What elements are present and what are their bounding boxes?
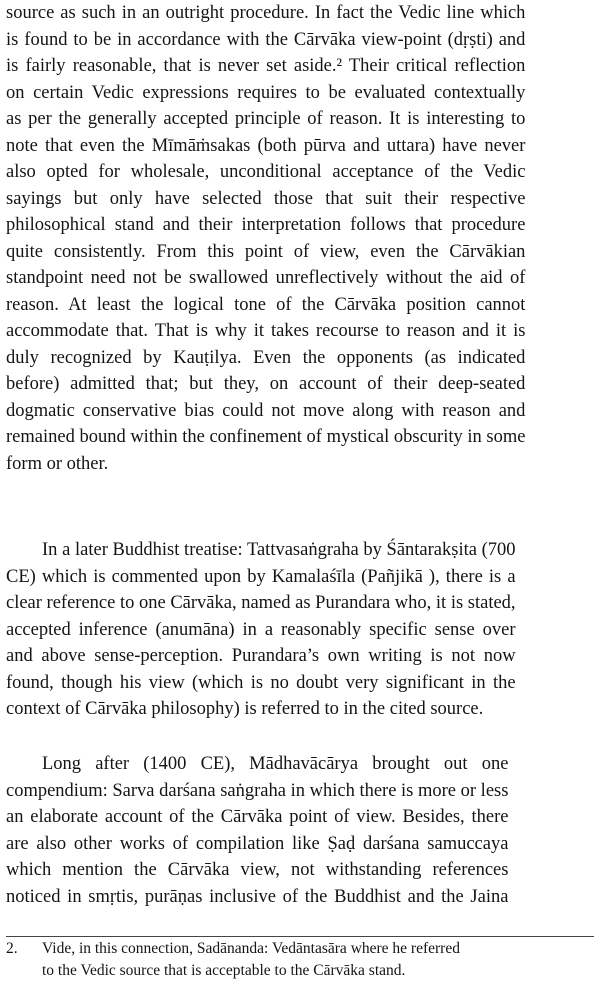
- footnote-line: to the Vedic source that is acceptable to the Cārvāka stand.: [42, 962, 406, 979]
- text-line: is found to be in accordance with the Cārvāka view-point (dṛṣti) and: [6, 29, 526, 50]
- text-line: accommodate that. That is why it takes recourse to reason and it is: [6, 321, 526, 341]
- text-line: note that even the Mīmāṁsakas (both pūrva and uttara) have never: [6, 135, 526, 156]
- text-line: remained bound within the confinement of mystical obscurity in some: [6, 427, 526, 447]
- text-line: context of Cārvāka philosophy) is referred to in the cited source.: [6, 699, 484, 719]
- text-line: found, though his view (which is no doubt very significant in the: [6, 672, 516, 693]
- text-line: quite consistently. From this point of view, even the Cārvākian: [6, 241, 526, 262]
- footnote-text: Vide, in this connection, Sadānanda: Vedāntasāra where he referred: [42, 940, 460, 957]
- footnote-divider: [6, 936, 594, 937]
- text-line: philosophical stand and their interpretation follows that procedure: [6, 215, 526, 235]
- paragraph-3: [6, 751, 508, 910]
- text-line: duly recognized by Kauṭilya. Even the opponents (as indicated: [6, 347, 526, 368]
- text-line: is fairly reasonable, that is never set aside.² Their critical reflection: [6, 56, 526, 76]
- text-line: sayings but only have selected those that suit their respective: [6, 188, 526, 209]
- text-line: Long after (1400 CE), Mādhavācārya brought out one: [42, 754, 509, 774]
- text-line: also opted for wholesale, unconditional acceptance of the Vedic: [6, 162, 526, 182]
- paragraph-1: [6, 0, 525, 477]
- paragraph-2: [6, 537, 516, 723]
- text-line: an elaborate account of the Cārvāka point of view. Besides, there: [6, 807, 509, 827]
- text-line: compendium: Sarva darśana saṅgraha in which there is more or less: [6, 780, 509, 801]
- footnote-line: [6, 938, 594, 960]
- text-line: on certain Vedic expressions requires to be evaluated contextually: [6, 82, 526, 103]
- text-line: accepted inference (anumāna) in a reasonably specific sense over: [6, 619, 516, 640]
- footnote: [6, 938, 594, 982]
- text-line: as per the generally accepted principle of reason. It is interesting to: [6, 109, 526, 129]
- text-line: source as such in an outright procedure. In fact the Vedic line which: [6, 3, 526, 23]
- text-line: dogmatic conservative bias could not move along with reason and: [6, 400, 526, 421]
- text-line: form or other.: [6, 453, 109, 474]
- footnote-number: 2.: [6, 940, 18, 957]
- text-line: CE) which is commented upon by Kamalaśīla (Pañjikā ), there is a: [6, 566, 516, 587]
- text-line: standpoint need not be swallowed unreflectively without the aid of: [6, 268, 526, 288]
- text-line: In a later Buddhist treatise: Tattvasaṅgraha by Śāntarakṣita (700: [42, 540, 516, 560]
- text-line: noticed in smṛtis, purāṇas inclusive of the Buddhist and the Jaina: [6, 886, 509, 907]
- text-line: are also other works of compilation like Ṣaḍ darśana samuccaya: [6, 833, 509, 854]
- text-line: clear reference to one Cārvāka, named as Purandara who, it is stated,: [6, 593, 516, 613]
- text-line: before) admitted that; but they, on account of their deep-seated: [6, 374, 526, 394]
- text-line: which mention the Cārvāka view, not withstanding references: [6, 860, 509, 880]
- text-line: and above sense-perception. Purandara’s own writing is not now: [6, 646, 516, 666]
- text-line: reason. At least the logical tone of the Cārvāka position cannot: [6, 294, 526, 315]
